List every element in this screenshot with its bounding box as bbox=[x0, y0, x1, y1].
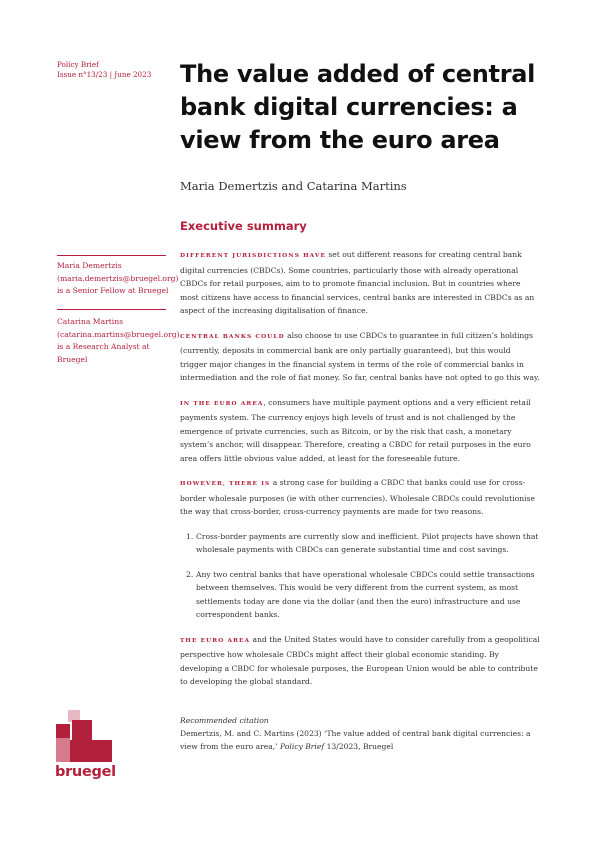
series-label: Policy Brief bbox=[57, 60, 99, 69]
logo-square bbox=[56, 738, 70, 762]
paragraph-text: , consumers have multiple payment options and a very efficient retail payments system. The currency enjoys high levels of trust and is not challenged by the emergence of private currencies, such as Bitcoin, or by the risk that cash, a monetary system’s anchor, will disappear. Therefore, creating a CBDC for retail purposes in the euro area offers little obvious value added, at least for the foreseeable future. bbox=[180, 397, 531, 463]
paragraph bbox=[180, 248, 540, 318]
citation-text bbox=[180, 727, 550, 753]
logo-square bbox=[56, 724, 70, 738]
paragraph-lead: CENTRAL BANKS COULD bbox=[180, 333, 285, 340]
author-bio: Maria Demertzis (maria.demertzis@bruegel.org) is a Senior Fellow at Bruegel bbox=[57, 261, 179, 295]
paragraph bbox=[180, 476, 540, 519]
brief-label bbox=[57, 60, 151, 80]
citation-text-start: Demertzis, M. and C. Martins (2023) ‘The value added of central bank digital currencies: a view from the euro area,’ bbox=[180, 729, 531, 751]
paragraph-lead: IN THE EURO AREA bbox=[180, 400, 264, 407]
paragraph bbox=[180, 329, 540, 385]
bruegel-logo-text: bruegel bbox=[55, 764, 116, 780]
paragraph bbox=[180, 396, 540, 466]
list-text: Cross-border payments are currently slow and inefficient. Pilot projects have shown that wholesale payments with CBDCs can generate substantial time and cost savings. bbox=[196, 531, 539, 554]
author-bio: Catarina Martins (catarina.martins@bruegel.org) is a Research Analyst at Bruegel bbox=[57, 317, 180, 364]
logo-square bbox=[70, 740, 112, 762]
paragraph-text: set out different reasons for creating central bank digital currencies (CBDCs). Some countries, particularly those with already operational CBDCs for retail purposes, aim to to promote financial inclusion. But in countries where most citizens have access to financial services, central banks are interested in CBDCs as an aspect of the increasing digitalisation of finance. bbox=[180, 250, 535, 315]
list-item bbox=[186, 568, 540, 622]
executive-summary bbox=[180, 248, 540, 700]
recommended-citation bbox=[180, 714, 550, 753]
paragraph-text: a strong case for building a CBDC that banks could use for cross-border wholesale purposes (ie with other currencies). Wholesale CBDCs could revolutionise the way that cross-border, cross-currency payments are made for two reasons. bbox=[180, 478, 535, 516]
paragraph-text: also choose to use CBDCs to guarantee in full citizen’s holdings (currently, deposits in commercial bank are only partially guaranteed), but this would trigger major changes in the financial system in terms of the role of commercial banks in intermediation and the role of fiat money. So far, central banks have not opted to go this way. bbox=[180, 330, 540, 382]
paragraph-text: and the United States would have to consider carefully from a geopolitical perspective how wholesale CBDCs might affect their global economic standing. By developing a CBDC for wholesale purposes, the European Union would be able to contribute to developing the global standard. bbox=[180, 634, 540, 686]
list-number: 2. bbox=[186, 569, 194, 579]
issue-label: Issue n°13/23 | June 2023 bbox=[57, 70, 152, 79]
paragraph bbox=[180, 633, 540, 689]
paragraph-lead: HOWEVER, THERE IS bbox=[180, 481, 271, 487]
paragraph-lead: DIFFERENT JURISDICTIONS HAVE bbox=[180, 253, 326, 259]
list-text: Any two central banks that have operational wholesale CBDCs could settle transactions between themselves. This would be very different from the current system, as most settlements today are done via the dollar (and then the euro) infrastructure and use correspondent banks. bbox=[196, 569, 535, 619]
authors: Maria Demertzis and Catarina Martins bbox=[180, 179, 407, 193]
list-item bbox=[186, 530, 540, 557]
sidebar-divider bbox=[57, 255, 166, 256]
section-heading: Executive summary bbox=[180, 219, 307, 233]
sidebar-divider bbox=[57, 309, 166, 310]
list-number: 1. bbox=[186, 531, 194, 541]
citation-label: Recommended citation bbox=[180, 716, 269, 725]
citation-publication: Policy Brief bbox=[280, 742, 325, 751]
paragraph-lead: THE EURO AREA bbox=[180, 637, 251, 644]
citation-text-end: 13/2023, Bruegel bbox=[324, 742, 394, 751]
logo-square bbox=[72, 720, 92, 740]
page-title: The value added of central bank digital currencies: a view from the euro area bbox=[180, 60, 536, 154]
